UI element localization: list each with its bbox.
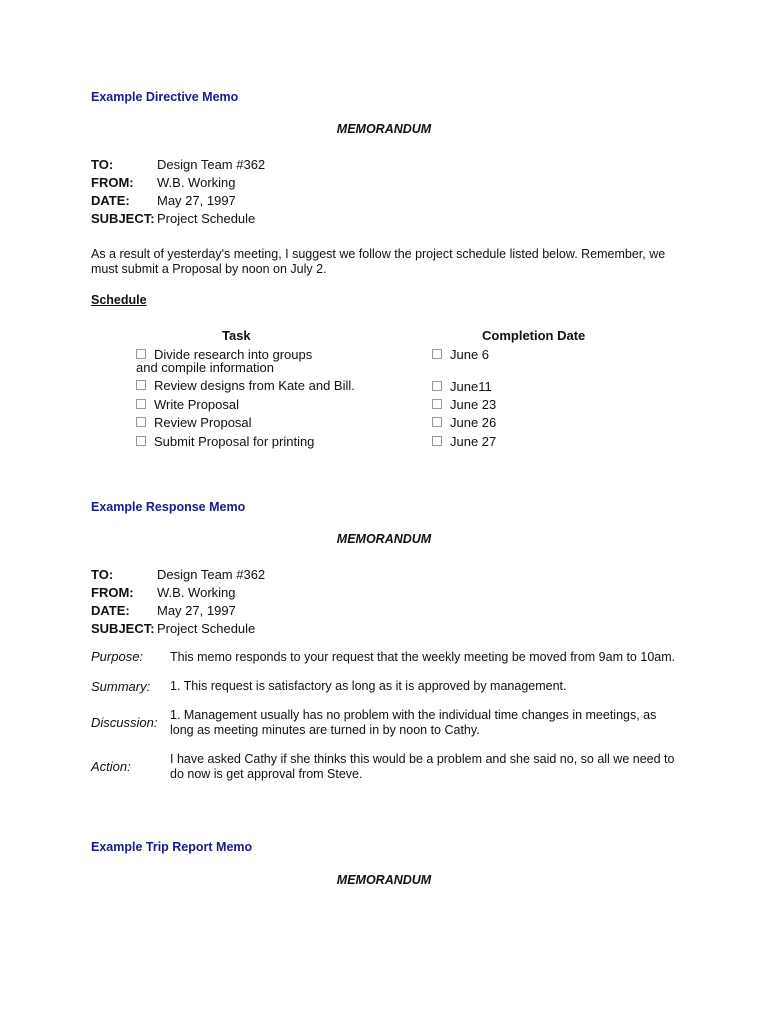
discussion-label: Discussion: (91, 715, 158, 730)
task-date (432, 347, 489, 362)
task-item-continuation: and compile information (136, 360, 275, 375)
memo1-subject-value: Project Schedule (157, 211, 256, 226)
action-line2: do now is get approval from Steve. (170, 767, 363, 781)
checkbox-bullet-icon (136, 349, 146, 359)
memo2-from-value: W.B. Working (157, 585, 236, 600)
directive-memo-heading: Example Directive Memo (91, 90, 239, 104)
trip-report-memo-heading: Example Trip Report Memo (91, 840, 253, 854)
task-date (432, 379, 492, 394)
task-date-text: June 27 (450, 434, 497, 449)
checkbox-bullet-icon (136, 380, 146, 390)
memo2-subject-label: SUBJECT: (91, 621, 155, 636)
summary-text: 1. This request is satisfactory as long as it is approved by management. (170, 679, 567, 693)
memo3-title: MEMORANDUM (336, 873, 432, 887)
task-text: Write Proposal (154, 397, 240, 412)
discussion-line2: long as meeting minutes are turned in by noon to Cathy. (170, 723, 480, 737)
checkbox-bullet-icon (432, 399, 442, 409)
task-text: Review designs from Kate and Bill. (154, 378, 355, 393)
action-label: Action: (91, 759, 131, 774)
memo1-body-line2: must submit a Proposal by noon on July 2. (91, 262, 327, 276)
checkbox-bullet-icon (136, 417, 146, 427)
memo1-subject-label: SUBJECT: (91, 211, 155, 226)
checkbox-bullet-icon (432, 436, 442, 446)
task-date (432, 434, 496, 449)
memo1-from-label: FROM: (91, 175, 134, 190)
memo2-subject-value: Project Schedule (157, 621, 256, 636)
memo2-date-value: May 27, 1997 (157, 603, 236, 618)
task-item (136, 415, 252, 430)
response-memo-heading: Example Response Memo (91, 500, 246, 514)
memo1-body-line1: As a result of yesterday's meeting, I suggest we follow the project schedule listed below. Remember, we (91, 247, 666, 261)
task-date-text: June 26 (450, 415, 497, 430)
checkbox-bullet-icon (432, 417, 442, 427)
task-item (136, 397, 239, 412)
memo2-date-label: DATE: (91, 603, 130, 618)
task-text: Submit Proposal for printing (154, 434, 315, 449)
memo1-to-value: Design Team #362 (157, 157, 266, 172)
task-date (432, 397, 496, 412)
task-date (432, 415, 496, 430)
memo1-date-value: May 27, 1997 (157, 193, 236, 208)
action-line1: I have asked Cathy if she thinks this would be a problem and she said no, so all we need to (170, 752, 675, 766)
memo1-to-label: TO: (91, 157, 114, 172)
memo1-from-value: W.B. Working (157, 175, 236, 190)
memo1-title: MEMORANDUM (336, 122, 432, 136)
memo1-date-label: DATE: (91, 193, 130, 208)
memo2-to-value: Design Team #362 (157, 567, 266, 582)
checkbox-bullet-icon (136, 399, 146, 409)
discussion-line1: 1. Management usually has no problem with the individual time changes in meetings, as (170, 708, 657, 722)
checkbox-bullet-icon (136, 436, 146, 446)
memo2-from-label: FROM: (91, 585, 134, 600)
summary-label: Summary: (91, 679, 151, 694)
task-column-header: Task (222, 328, 251, 343)
completion-date-column-header: Completion Date (482, 328, 586, 343)
task-text: Divide research into groups (154, 347, 313, 362)
checkbox-bullet-icon (432, 381, 442, 391)
task-date-text: June 6 (450, 347, 490, 362)
memo2-to-label: TO: (91, 567, 114, 582)
purpose-text: This memo responds to your request that the weekly meeting be moved from 9am to 10am. (170, 650, 676, 664)
task-date-text: June11 (450, 379, 492, 394)
memo2-title: MEMORANDUM (336, 532, 432, 546)
checkbox-bullet-icon (432, 349, 442, 359)
task-item (136, 378, 355, 393)
schedule-heading: Schedule (91, 293, 147, 307)
task-item (136, 434, 314, 449)
task-date-text: June 23 (450, 397, 497, 412)
task-text: Review Proposal (154, 415, 252, 430)
purpose-label: Purpose: (91, 649, 144, 664)
